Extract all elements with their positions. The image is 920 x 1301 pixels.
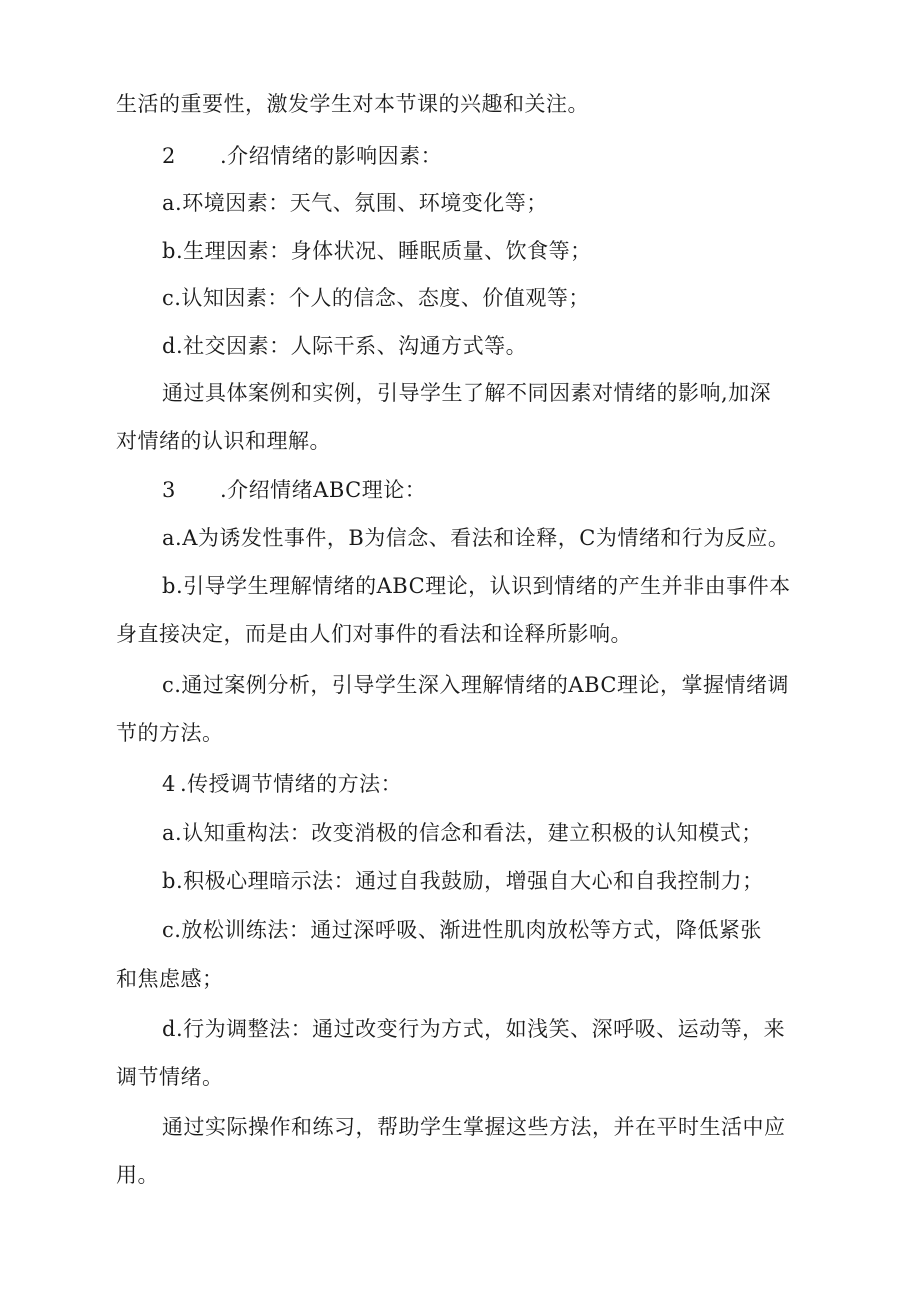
list-item-continuation: 身直接决定，而是由人们对事件的看法和诠释所影响。 (116, 622, 632, 646)
list-item: c.放松训练法：通过深呼吸、渐进性肌肉放松等方式，降低紧张 (162, 918, 762, 942)
section-heading-4 (162, 764, 842, 804)
list-item: d.社交因素：人际干系、沟通方式等。 (162, 334, 528, 358)
list-item: a.A为诱发性事件，B为信念、看法和诠释，C为情绪和行为反应。 (162, 526, 790, 550)
paragraph-line: 通过实际操作和练习，帮助学生掌握这些方法，并在平时生活中应 (162, 1115, 786, 1139)
section-number: 4 (162, 772, 176, 796)
list-item: c.认知因素：个人的信念、态度、价值观等； (162, 286, 590, 310)
list-item: b.引导学生理解情绪的ABC理论，认识到情绪的产生并非由事件本 (162, 574, 791, 598)
list-item: c.通过案例分析，引导学生深入理解情绪的ABC理论，掌握情绪调 (162, 673, 789, 697)
section-title: .传授调节情绪的方法： (180, 772, 403, 796)
paragraph-line: 用。 (116, 1163, 159, 1187)
list-item-continuation: 调节情绪。 (116, 1065, 224, 1089)
section-heading-3 (162, 470, 842, 510)
section-title: .介绍情绪的影响因素： (220, 144, 443, 168)
list-item: a.认知重构法：改变消极的信念和看法，建立积极的认知模式； (162, 821, 763, 845)
paragraph-line: 通过具体案例和实例，引导学生了解不同因素对情绪的影响,加深 (162, 381, 772, 405)
list-item: a.环境因素：天气、氛围、环境变化等； (162, 191, 548, 215)
section-number: 2 (162, 144, 176, 168)
paragraph-line: 生活的重要性，激发学生对本节课的兴趣和关注。 (116, 92, 589, 116)
section-number: 3 (162, 478, 176, 502)
list-item: d.行为调整法：通过改变行为方式，如浅笑、深呼吸、运动等，来 (162, 1017, 786, 1041)
section-heading-2 (162, 136, 842, 176)
paragraph-line: 对情绪的认识和理解。 (116, 429, 331, 453)
list-item-continuation: 和焦虑感； (116, 967, 224, 991)
list-item: b.积极心理暗示法：通过自我鼓励，增强自大心和自我控制力； (162, 869, 764, 893)
list-item: b.生理因素：身体状况、睡眠质量、饮食等； (162, 239, 592, 263)
list-item-continuation: 节的方法。 (116, 721, 224, 745)
section-title: .介绍情绪ABC理论： (220, 478, 427, 502)
